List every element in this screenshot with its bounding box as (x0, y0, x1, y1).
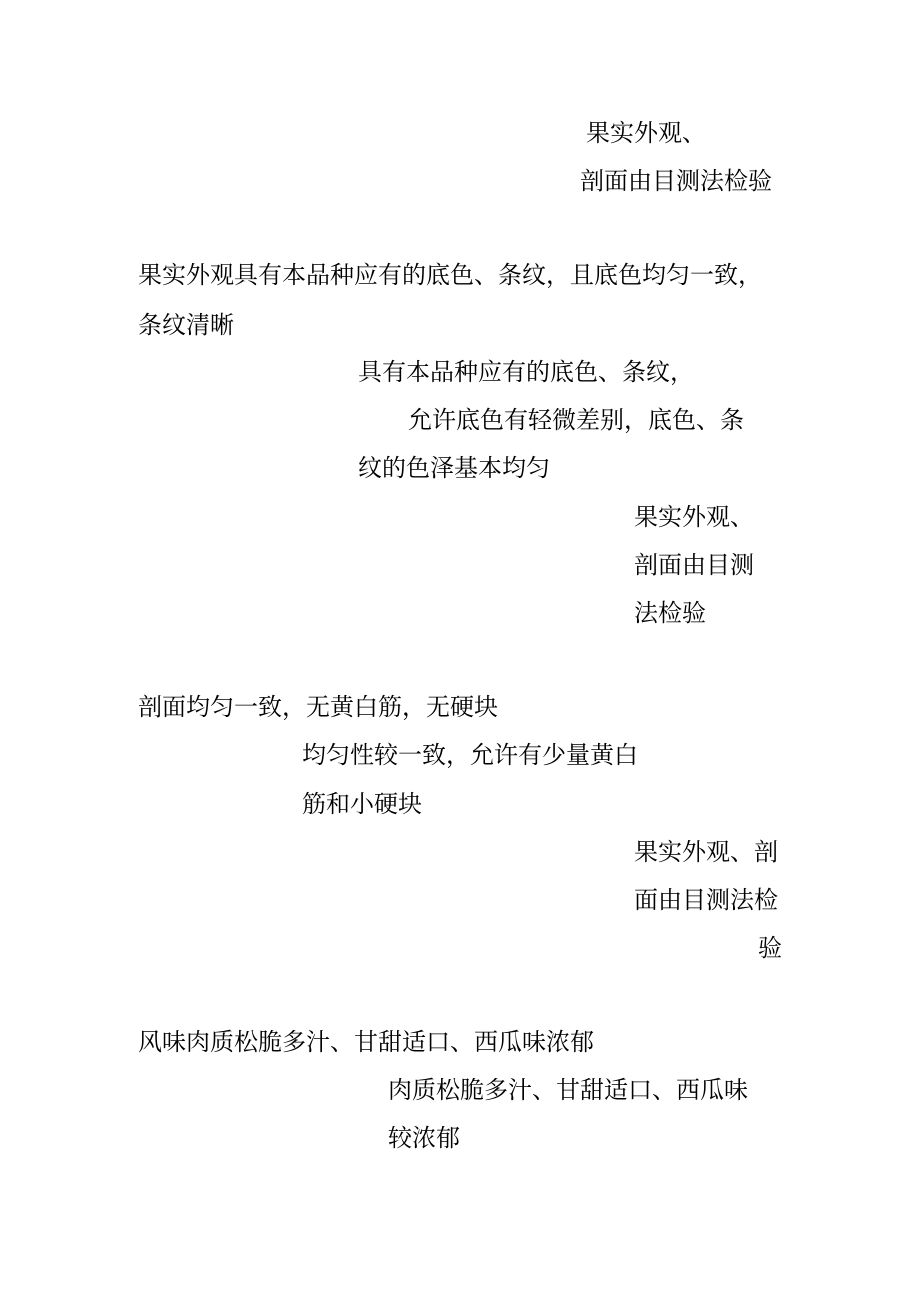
text-line: 较浓郁 (388, 1124, 460, 1152)
text-line: 果实外观、剖 (634, 838, 778, 866)
text-line: 法检验 (634, 599, 706, 627)
text-line: 剖面均匀一致，无黄白筋，无硬块 (138, 693, 498, 721)
text-line: 均匀性较一致，允许有少量黄白 (302, 741, 638, 769)
text-line: 风味肉质松脆多汁、甘甜适口、西瓜味浓郁 (138, 1028, 594, 1056)
text-line: 具有本品种应有的底色、条纹， (358, 358, 694, 386)
text-line: 肉质松脆多汁、甘甜适口、西瓜味 (388, 1076, 748, 1104)
text-line: 验 (758, 934, 782, 962)
text-line: 果实外观具有本品种应有的底色、条纹，且底色均匀一致， (138, 261, 762, 289)
text-line: 剖面由目测法检验 (580, 167, 772, 195)
text-line: 果实外观、 (634, 503, 754, 531)
text-line: 允许底色有轻微差别，底色、条 (408, 406, 744, 434)
text-line: 剖面由目测 (634, 551, 754, 579)
text-line: 纹的色泽基本均匀 (358, 454, 550, 482)
text-line: 果实外观、 (586, 119, 706, 147)
text-line: 条纹清晰 (138, 311, 234, 339)
text-line: 筋和小硬块 (302, 790, 422, 818)
text-line: 面由目测法检 (634, 886, 778, 914)
